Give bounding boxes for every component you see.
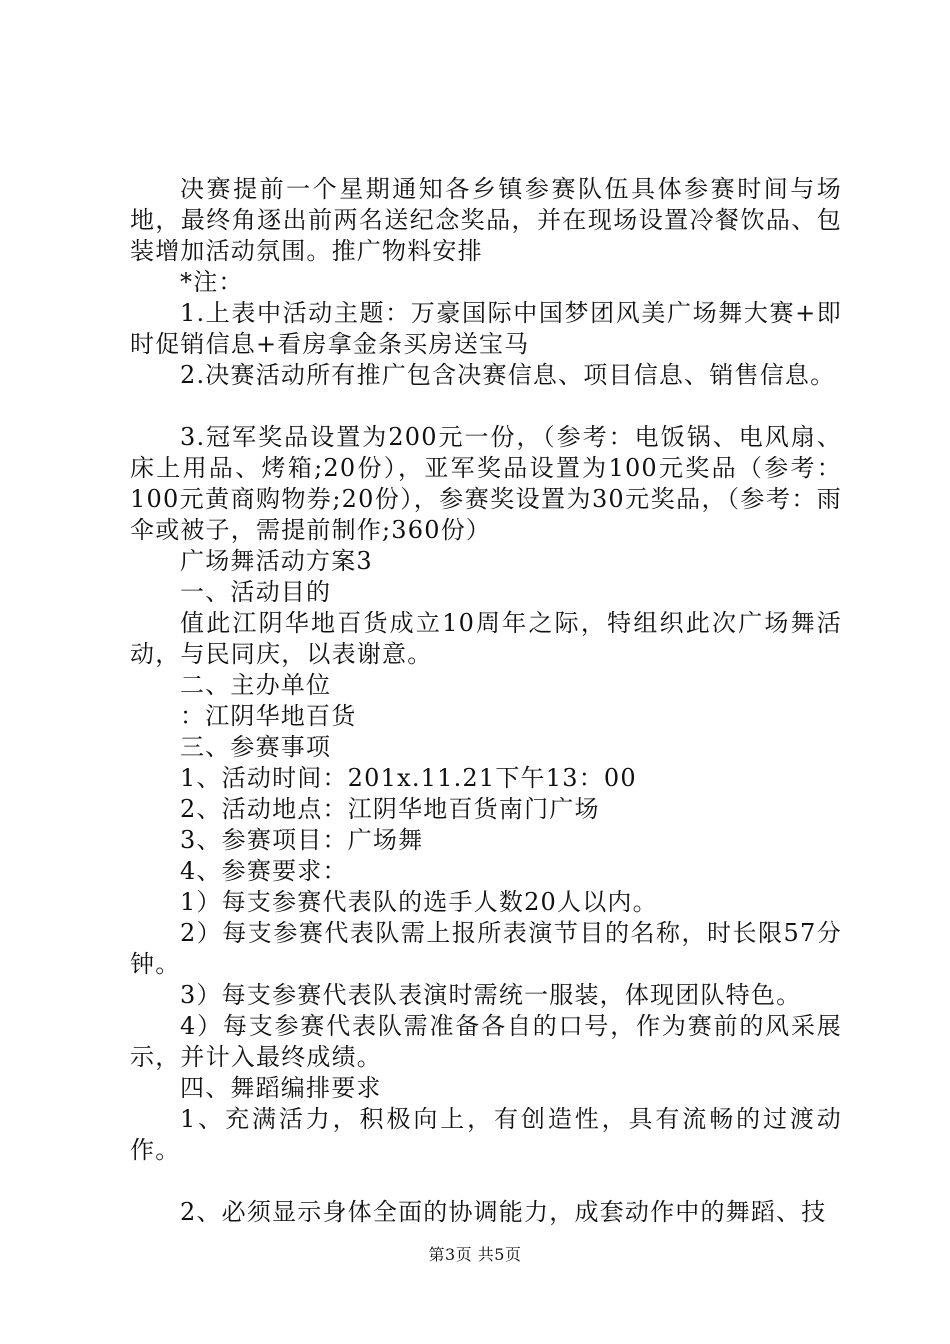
- item-project: 3、参赛项目：广场舞: [180, 826, 424, 854]
- heading-matters: 三、参赛事项: [180, 733, 332, 761]
- paragraph-note-1: 1.上表中活动主题：万豪国际中国梦团风美广场舞大赛+即时促销信息+看房拿金条买房送宝马: [130, 299, 842, 358]
- requirement-4: 4）每支参赛代表队需准备各自的口号，作为赛前的风采展示，并计入最终成绩。: [130, 1012, 842, 1071]
- choreography-1: 1、充满活力，积极向上，有创造性，具有流畅的过渡动作。: [130, 1105, 842, 1164]
- paragraph-purpose: 值此江阴华地百货成立10周年之际，特组织此次广场舞活动，与民同庆，以表谢意。: [130, 609, 842, 668]
- paragraph-spacer: [130, 391, 842, 422]
- page-footer: 第3页 共5页: [428, 1245, 522, 1264]
- paragraph-note-heading: *注：: [180, 268, 244, 296]
- paragraph-spacer: [130, 1166, 842, 1197]
- item-requirements: 4、参赛要求：: [180, 857, 348, 885]
- requirement-3: 3）每支参赛代表队表演时需统一服装，体现团队特色。: [180, 981, 802, 1009]
- requirement-2: 2）每支参赛代表队需上报所表演节目的名称，时长限57分钟。: [130, 919, 842, 978]
- section-title: 广场舞活动方案3: [180, 547, 373, 575]
- requirement-1: 1）每支参赛代表队的选手人数20人以内。: [180, 888, 658, 916]
- paragraph-final-notice: 决赛提前一个星期通知各乡镇参赛队伍具体参赛时间与场地，最终角逐出前两名送纪念奖品，并在现场设置冷餐饮品、包装增加活动氛围。推广物料安排: [130, 175, 842, 265]
- paragraph-note-2: 2.决赛活动所有推广包含决赛信息、项目信息、销售信息。: [180, 361, 836, 389]
- paragraph-organizer: ：江阴华地百货: [180, 702, 357, 730]
- document-body: [130, 174, 842, 1228]
- heading-purpose: 一、活动目的: [180, 578, 332, 606]
- item-location: 2、活动地点：江阴华地百货南门广场: [180, 795, 600, 823]
- heading-choreography: 四、舞蹈编排要求: [180, 1074, 382, 1102]
- heading-organizer: 二、主办单位: [180, 671, 332, 699]
- item-time: 1、活动时间：201x.11.21下午13：00: [180, 764, 637, 792]
- paragraph-note-3: 3.冠军奖品设置为200元一份，（参考：电饭锅、电风扇、床上用品、烤箱;20份），亚军奖品设置为100元奖品（参考：100元黄商购物券;20份），参赛奖设置为30元奖品，（参考：雨伞或被子，需提前制作;360份）: [130, 423, 842, 544]
- choreography-2: 2、必须显示身体全面的协调能力，成套动作中的舞蹈、技: [180, 1198, 827, 1226]
